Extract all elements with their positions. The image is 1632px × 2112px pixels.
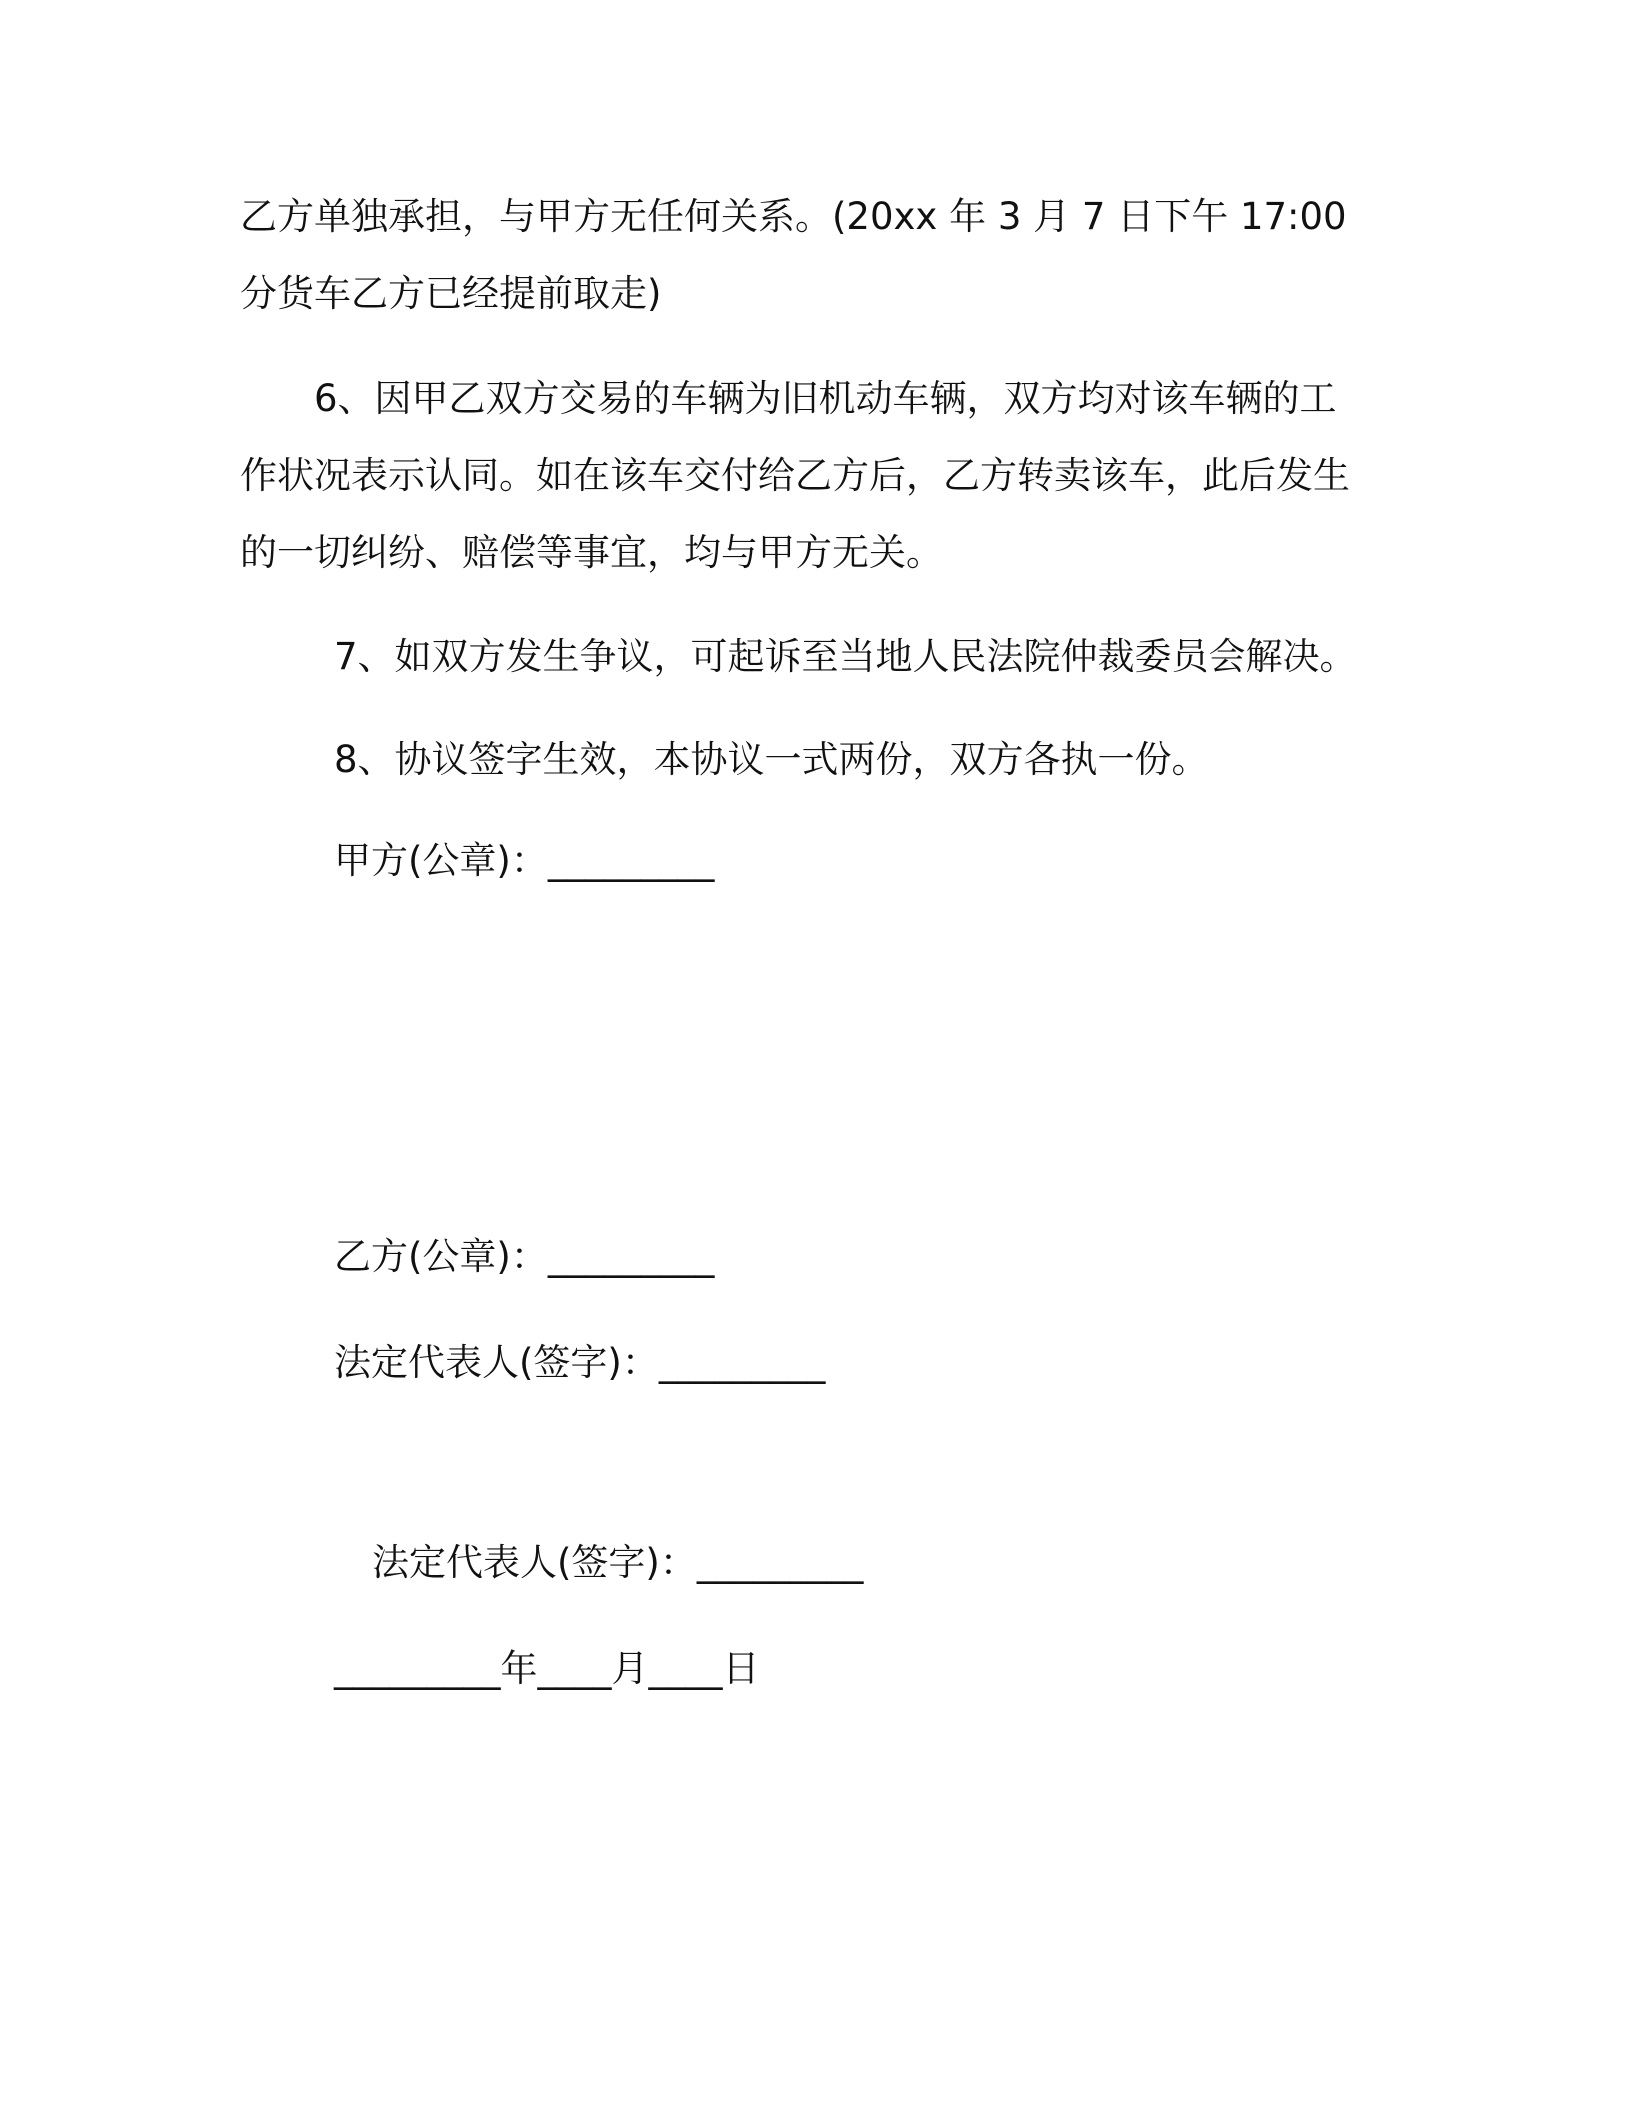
party-a-seal-line: 甲方(公章)：_________ — [334, 839, 715, 882]
date-line: _________年____月____日 — [334, 1647, 760, 1690]
clause-6-paragraph: 6、因甲乙双方交易的车辆为旧机动车辆，双方均对该车辆的工作状况表示认同。如在该车交付给乙方后，乙方转卖该车，此后发生的一切纠纷、赔偿等事宜，均与甲方无关。 — [240, 377, 1350, 574]
continuation-paragraph: 乙方单独承担，与甲方无任何关系。(20xx 年 3 月 7 日下午 17:00 分货车乙方已经提前取走) — [240, 195, 1359, 315]
party-b-seal-line: 乙方(公章)：_________ — [334, 1235, 715, 1278]
legal-representative-signature-line-1: 法定代表人(签字)：_________ — [334, 1341, 826, 1384]
clause-7-paragraph: 7、如双方发生争议，可起诉至当地人民法院仲裁委员会解决。 — [334, 635, 1357, 678]
legal-representative-signature-line-2: 法定代表人(签字)：_________ — [372, 1541, 864, 1584]
clause-8-paragraph: 8、协议签字生效，本协议一式两份，双方各执一份。 — [334, 738, 1209, 781]
